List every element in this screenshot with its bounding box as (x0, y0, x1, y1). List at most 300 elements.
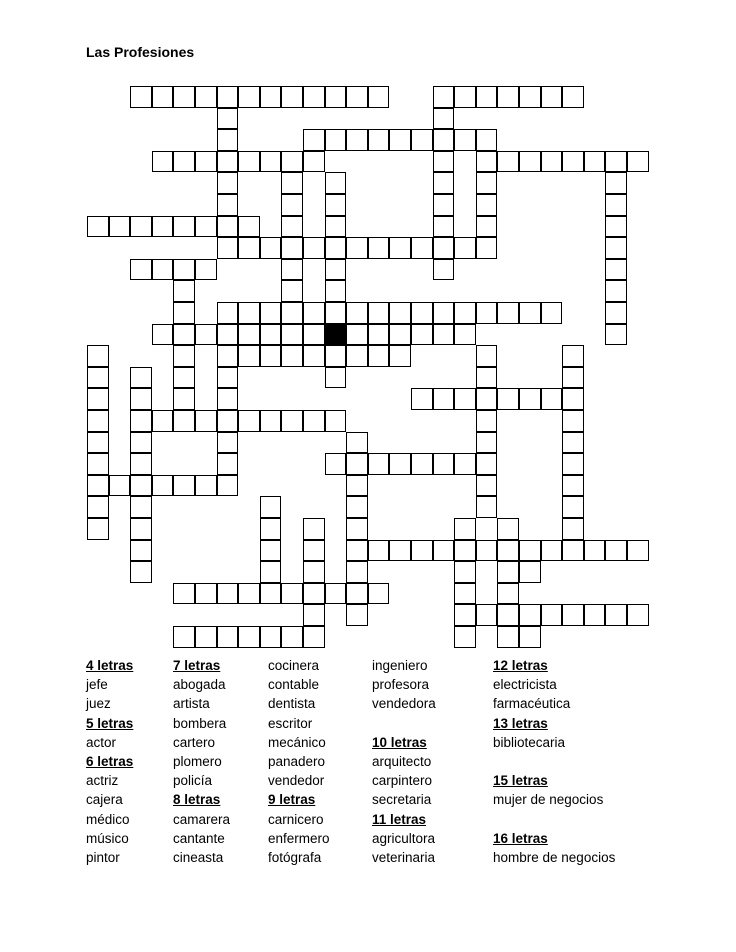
grid-cell[interactable] (130, 259, 152, 281)
grid-cell[interactable] (260, 626, 282, 648)
grid-cell[interactable] (497, 86, 519, 108)
grid-cell[interactable] (281, 237, 303, 259)
length-heading: 15 letras (493, 773, 548, 789)
grid-cell[interactable] (562, 432, 584, 454)
grid-cell[interactable] (346, 129, 368, 151)
grid-cell[interactable] (346, 345, 368, 367)
grid-cell[interactable] (152, 410, 174, 432)
grid-cell[interactable] (130, 561, 152, 583)
grid-cell[interactable] (605, 194, 627, 216)
grid-cell[interactable] (217, 216, 239, 238)
grid-cell[interactable] (476, 86, 498, 108)
grid-cell[interactable] (433, 388, 455, 410)
grid-cell[interactable] (562, 388, 584, 410)
grid-cell[interactable] (130, 540, 152, 562)
word-item: hombre de negocios (493, 849, 616, 865)
grid-cell[interactable] (476, 302, 498, 324)
grid-cell[interactable] (303, 129, 325, 151)
grid-cell[interactable] (217, 237, 239, 259)
grid-cell[interactable] (152, 259, 174, 281)
grid-cell[interactable] (476, 151, 498, 173)
grid-cell[interactable] (497, 540, 519, 562)
grid-cell[interactable] (303, 604, 325, 626)
grid-cell[interactable] (476, 475, 498, 497)
grid-cell[interactable] (368, 237, 390, 259)
grid-cell[interactable] (303, 410, 325, 432)
grid-cell[interactable] (476, 540, 498, 562)
grid-cell[interactable] (217, 626, 239, 648)
grid-cell[interactable] (476, 388, 498, 410)
grid-cell[interactable] (87, 518, 109, 540)
grid-cell[interactable] (497, 518, 519, 540)
grid-cell[interactable] (281, 302, 303, 324)
grid-cell[interactable] (217, 367, 239, 389)
grid-cell[interactable] (476, 129, 498, 151)
grid-cell[interactable] (476, 172, 498, 194)
grid-cell[interactable] (325, 216, 347, 238)
word-item: cajera (86, 792, 123, 808)
grid-cell[interactable] (368, 583, 390, 605)
grid-cell[interactable] (325, 367, 347, 389)
grid-cell[interactable] (217, 129, 239, 151)
grid-cell[interactable] (519, 626, 541, 648)
grid-cell[interactable] (368, 302, 390, 324)
grid-cell[interactable] (195, 86, 217, 108)
grid-cell[interactable] (195, 324, 217, 346)
grid-cell[interactable] (303, 626, 325, 648)
grid-cell[interactable] (411, 302, 433, 324)
grid-cell[interactable] (238, 302, 260, 324)
grid-cell[interactable] (152, 86, 174, 108)
grid-cell[interactable] (541, 302, 563, 324)
grid-cell[interactable] (497, 561, 519, 583)
grid-cell[interactable] (454, 626, 476, 648)
grid-cell[interactable] (454, 302, 476, 324)
grid-cell[interactable] (476, 237, 498, 259)
word-item: músico (86, 830, 129, 846)
grid-cell[interactable] (476, 496, 498, 518)
word-item: actriz (86, 773, 119, 789)
word-item: farmacéutica (493, 696, 571, 712)
grid-cell[interactable] (260, 151, 282, 173)
grid-cell[interactable] (281, 194, 303, 216)
grid-cell[interactable] (519, 86, 541, 108)
grid-cell[interactable] (389, 237, 411, 259)
grid-cell[interactable] (346, 432, 368, 454)
grid-cell[interactable] (238, 237, 260, 259)
grid-cell[interactable] (497, 151, 519, 173)
grid-cell[interactable] (433, 453, 455, 475)
grid-cell[interactable] (260, 86, 282, 108)
grid-cell[interactable] (497, 626, 519, 648)
grid-cell[interactable] (238, 324, 260, 346)
grid-cell[interactable] (173, 583, 195, 605)
grid-cell[interactable] (519, 388, 541, 410)
grid-cell[interactable] (389, 540, 411, 562)
grid-cell[interactable] (281, 345, 303, 367)
grid-cell[interactable] (303, 345, 325, 367)
grid-cell[interactable] (389, 345, 411, 367)
grid-cell[interactable] (584, 540, 606, 562)
grid-cell[interactable] (260, 583, 282, 605)
word-item: cineasta (173, 849, 224, 865)
grid-cell[interactable] (260, 345, 282, 367)
grid-cell[interactable] (130, 475, 152, 497)
grid-cell[interactable] (454, 324, 476, 346)
grid-cell[interactable] (195, 410, 217, 432)
grid-cell[interactable] (476, 410, 498, 432)
word-column-5 (493, 656, 615, 867)
grid-cell[interactable] (281, 172, 303, 194)
grid-cell[interactable] (454, 453, 476, 475)
grid-cell[interactable] (173, 410, 195, 432)
grid-cell[interactable] (238, 410, 260, 432)
grid-cell[interactable] (541, 540, 563, 562)
grid-cell[interactable] (454, 540, 476, 562)
grid-cell[interactable] (541, 604, 563, 626)
grid-cell[interactable] (627, 604, 649, 626)
grid-cell[interactable] (303, 151, 325, 173)
grid-cell[interactable] (217, 388, 239, 410)
grid-cell[interactable] (411, 540, 433, 562)
grid-cell[interactable] (87, 453, 109, 475)
grid-cell[interactable] (562, 604, 584, 626)
grid-cell[interactable] (325, 259, 347, 281)
grid-cell[interactable] (195, 626, 217, 648)
grid-cell[interactable] (217, 302, 239, 324)
grid-cell[interactable] (584, 604, 606, 626)
grid-cell[interactable] (497, 583, 519, 605)
grid-cell[interactable] (325, 194, 347, 216)
grid-cell[interactable] (260, 496, 282, 518)
grid-cell[interactable] (562, 367, 584, 389)
grid-cell[interactable] (87, 410, 109, 432)
grid-cell[interactable] (281, 216, 303, 238)
grid-cell[interactable] (303, 540, 325, 562)
grid-cell[interactable] (433, 216, 455, 238)
grid-cell[interactable] (562, 410, 584, 432)
grid-cell[interactable] (433, 172, 455, 194)
grid-cell[interactable] (260, 410, 282, 432)
grid-cell[interactable] (217, 172, 239, 194)
word-item: actor (86, 734, 117, 750)
grid-cell[interactable] (476, 453, 498, 475)
grid-cell[interactable] (87, 388, 109, 410)
grid-cell[interactable] (130, 453, 152, 475)
grid-cell[interactable] (562, 453, 584, 475)
grid-cell[interactable] (519, 604, 541, 626)
grid-cell[interactable] (519, 540, 541, 562)
grid-cell[interactable] (217, 345, 239, 367)
grid-cell[interactable] (541, 86, 563, 108)
grid-cell[interactable] (368, 86, 390, 108)
grid-cell[interactable] (173, 151, 195, 173)
grid-cell[interactable] (260, 518, 282, 540)
grid-cell[interactable] (195, 583, 217, 605)
grid-cell[interactable] (281, 626, 303, 648)
grid-cell[interactable] (152, 216, 174, 238)
grid-cell[interactable] (605, 540, 627, 562)
grid-cell[interactable] (325, 129, 347, 151)
grid-cell[interactable] (627, 540, 649, 562)
grid-cell[interactable] (476, 345, 498, 367)
grid-cell[interactable] (433, 86, 455, 108)
grid-cell[interactable] (605, 324, 627, 346)
grid-cell[interactable] (238, 151, 260, 173)
grid-cell[interactable] (497, 302, 519, 324)
grid-cell[interactable] (109, 216, 131, 238)
grid-cell[interactable] (368, 453, 390, 475)
grid-cell[interactable] (152, 151, 174, 173)
grid-cell[interactable] (605, 172, 627, 194)
grid-cell[interactable] (627, 151, 649, 173)
grid-cell[interactable] (454, 583, 476, 605)
spacer (372, 714, 436, 733)
grid-cell[interactable] (303, 583, 325, 605)
grid-cell[interactable] (325, 345, 347, 367)
grid-cell[interactable] (368, 324, 390, 346)
grid-cell[interactable] (562, 345, 584, 367)
grid-cell[interactable] (433, 151, 455, 173)
grid-cell[interactable] (346, 475, 368, 497)
grid-cell[interactable] (260, 237, 282, 259)
grid-cell[interactable] (433, 129, 455, 151)
grid-cell[interactable] (303, 237, 325, 259)
grid-cell[interactable] (389, 453, 411, 475)
grid-cell[interactable] (389, 129, 411, 151)
grid-cell[interactable] (217, 324, 239, 346)
grid-cell[interactable] (562, 540, 584, 562)
word-item: panadero (268, 753, 326, 769)
grid-cell[interactable] (303, 561, 325, 583)
grid-cell[interactable] (325, 453, 347, 475)
word-item: bombera (173, 715, 227, 731)
grid-cell[interactable] (195, 259, 217, 281)
grid-cell[interactable] (281, 151, 303, 173)
grid-cell[interactable] (195, 475, 217, 497)
grid-cell[interactable] (346, 518, 368, 540)
grid-cell[interactable] (130, 410, 152, 432)
grid-cell[interactable] (130, 432, 152, 454)
grid-cell[interactable] (325, 172, 347, 194)
grid-cell[interactable] (173, 259, 195, 281)
grid-cell[interactable] (260, 324, 282, 346)
grid-cell[interactable] (562, 496, 584, 518)
word-item: dentista (268, 696, 316, 712)
grid-cell[interactable] (173, 367, 195, 389)
grid-cell[interactable] (562, 518, 584, 540)
grid-cell[interactable] (476, 216, 498, 238)
grid-cell[interactable] (519, 302, 541, 324)
grid-cell[interactable] (325, 280, 347, 302)
grid-cell[interactable] (411, 388, 433, 410)
grid-cell[interactable] (303, 302, 325, 324)
grid-cell[interactable] (605, 237, 627, 259)
grid-cell[interactable] (497, 604, 519, 626)
grid-cell[interactable] (130, 367, 152, 389)
grid-cell[interactable] (389, 324, 411, 346)
grid-cell[interactable] (152, 324, 174, 346)
grid-cell[interactable] (217, 583, 239, 605)
grid-cell[interactable] (173, 86, 195, 108)
grid-cell[interactable] (433, 259, 455, 281)
grid-cell[interactable] (87, 345, 109, 367)
grid-cell[interactable] (541, 388, 563, 410)
grid-cell[interactable] (87, 367, 109, 389)
grid-cell[interactable] (130, 496, 152, 518)
grid-cell[interactable] (584, 151, 606, 173)
grid-cell[interactable] (173, 388, 195, 410)
grid-cell[interactable] (130, 86, 152, 108)
grid-cell[interactable] (130, 388, 152, 410)
spacer (493, 752, 615, 771)
grid-cell[interactable] (411, 324, 433, 346)
grid-cell[interactable] (217, 108, 239, 130)
grid-cell[interactable] (346, 302, 368, 324)
grid-cell[interactable] (433, 194, 455, 216)
grid-cell[interactable] (217, 453, 239, 475)
grid-cell[interactable] (325, 583, 347, 605)
grid-cell[interactable] (411, 129, 433, 151)
grid-cell[interactable] (173, 280, 195, 302)
grid-cell[interactable] (605, 302, 627, 324)
grid-cell[interactable] (605, 604, 627, 626)
grid-cell[interactable] (217, 86, 239, 108)
grid-cell[interactable] (476, 432, 498, 454)
grid-cell[interactable] (476, 194, 498, 216)
grid-cell[interactable] (217, 475, 239, 497)
word-item: arquitecto (372, 753, 432, 769)
grid-cell[interactable] (325, 410, 347, 432)
grid-cell[interactable] (260, 561, 282, 583)
grid-cell[interactable] (605, 151, 627, 173)
grid-cell[interactable] (519, 561, 541, 583)
word-item: secretaria (372, 792, 432, 808)
grid-cell[interactable] (195, 216, 217, 238)
grid-cell[interactable] (454, 237, 476, 259)
grid-cell[interactable] (281, 410, 303, 432)
grid-cell[interactable] (195, 151, 217, 173)
grid-cell[interactable] (541, 151, 563, 173)
grid-cell[interactable] (346, 561, 368, 583)
grid-cell[interactable] (152, 475, 174, 497)
grid-cell[interactable] (130, 216, 152, 238)
grid-cell[interactable] (130, 518, 152, 540)
grid-cell[interactable] (476, 367, 498, 389)
grid-cell[interactable] (173, 324, 195, 346)
grid-cell[interactable] (281, 583, 303, 605)
grid-cell[interactable] (605, 280, 627, 302)
grid-cell[interactable] (346, 324, 368, 346)
grid-cell[interactable] (454, 129, 476, 151)
grid-cell[interactable] (433, 237, 455, 259)
grid-cell[interactable] (217, 410, 239, 432)
grid-cell[interactable] (238, 86, 260, 108)
grid-cell[interactable] (433, 302, 455, 324)
grid-cell[interactable] (454, 388, 476, 410)
grid-cell[interactable] (476, 604, 498, 626)
grid-cell[interactable] (173, 475, 195, 497)
grid-cell[interactable] (605, 216, 627, 238)
word-item: profesora (372, 677, 430, 693)
grid-cell[interactable] (87, 475, 109, 497)
grid-cell[interactable] (281, 324, 303, 346)
word-item: artista (173, 696, 210, 712)
grid-cell[interactable] (217, 151, 239, 173)
grid-cell[interactable] (238, 345, 260, 367)
grid-cell[interactable] (303, 86, 325, 108)
grid-cell[interactable] (411, 453, 433, 475)
grid-cell[interactable] (173, 626, 195, 648)
grid-cell[interactable] (325, 86, 347, 108)
grid-cell[interactable] (87, 216, 109, 238)
grid-cell[interactable] (217, 432, 239, 454)
grid-cell[interactable] (454, 604, 476, 626)
grid-cell[interactable] (173, 216, 195, 238)
grid-cell[interactable] (346, 86, 368, 108)
grid-cell[interactable] (238, 626, 260, 648)
grid-cell[interactable] (346, 604, 368, 626)
grid-cell[interactable] (238, 216, 260, 238)
grid-cell[interactable] (303, 518, 325, 540)
grid-cell[interactable] (325, 237, 347, 259)
grid-cell[interactable] (454, 86, 476, 108)
grid-cell[interactable] (562, 151, 584, 173)
grid-cell[interactable] (433, 324, 455, 346)
grid-cell[interactable] (281, 86, 303, 108)
grid-cell[interactable] (519, 151, 541, 173)
grid-cell[interactable] (346, 540, 368, 562)
grid-cell[interactable] (433, 108, 455, 130)
grid-cell[interactable] (346, 237, 368, 259)
grid-cell[interactable] (346, 453, 368, 475)
word-item: médico (86, 811, 130, 827)
grid-cell[interactable] (368, 540, 390, 562)
grid-cell[interactable] (217, 194, 239, 216)
grid-cell[interactable] (281, 259, 303, 281)
grid-cell[interactable] (497, 388, 519, 410)
grid-cell[interactable] (346, 496, 368, 518)
grid-cell[interactable] (562, 475, 584, 497)
grid-cell[interactable] (433, 540, 455, 562)
grid-cell[interactable] (173, 345, 195, 367)
word-item: bibliotecaria (493, 734, 566, 750)
grid-cell[interactable] (260, 540, 282, 562)
grid-cell[interactable] (281, 280, 303, 302)
word-item: juez (86, 696, 111, 712)
grid-cell[interactable] (303, 324, 325, 346)
grid-cell[interactable] (87, 496, 109, 518)
word-item: vendedora (372, 696, 436, 712)
grid-cell[interactable] (109, 475, 131, 497)
grid-cell[interactable] (562, 86, 584, 108)
word-column-2 (173, 656, 230, 867)
grid-cell[interactable] (454, 518, 476, 540)
grid-cell[interactable] (346, 583, 368, 605)
grid-cell[interactable] (87, 432, 109, 454)
grid-cell[interactable] (368, 345, 390, 367)
word-column-3 (268, 656, 330, 867)
grid-cell[interactable] (173, 302, 195, 324)
grid-cell[interactable] (238, 583, 260, 605)
grid-cell[interactable] (325, 302, 347, 324)
grid-cell[interactable] (368, 129, 390, 151)
grid-cell[interactable] (454, 561, 476, 583)
grid-cell[interactable] (605, 259, 627, 281)
grid-cell[interactable] (411, 237, 433, 259)
grid-cell[interactable] (260, 302, 282, 324)
grid-cell[interactable] (389, 302, 411, 324)
